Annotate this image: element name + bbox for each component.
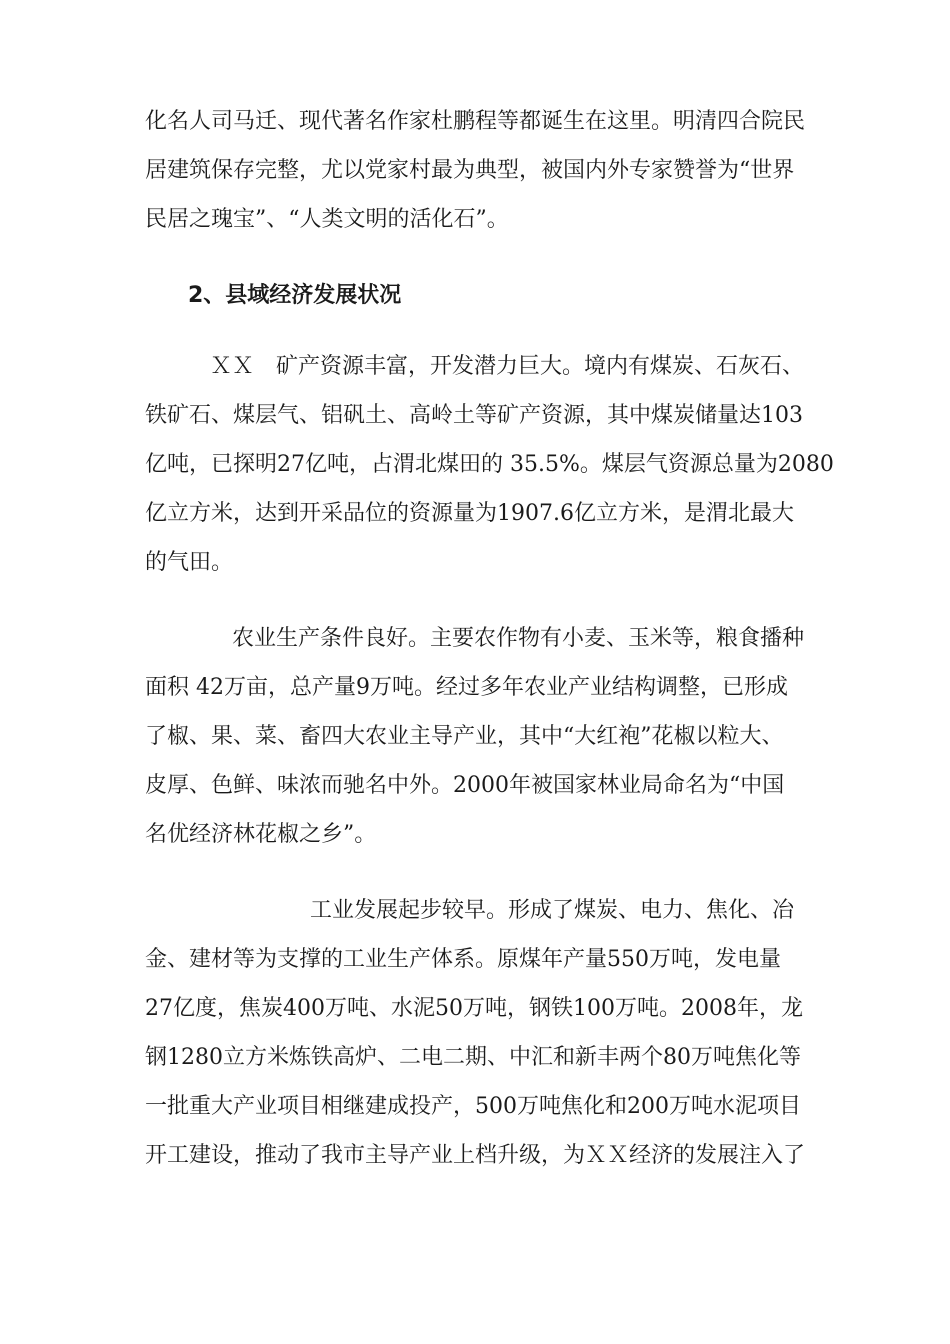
- paragraph-line: 的气田。: [145, 550, 234, 575]
- paragraph-line: 皮厚、色鲜、味浓而驰名中外。2000年被国家林业局命名为“中国: [145, 773, 785, 798]
- section-heading: 2、县域经济发展状况: [188, 283, 402, 308]
- paragraph-line: 开工建设，推动了我市主导产业上档升级，为ＸＸ经济的发展注入了: [145, 1143, 806, 1168]
- paragraph-line: 亿吨，已探明27亿吨，占渭北煤田的 35.5%。煤层气资源总量为2080: [145, 452, 834, 477]
- paragraph-line: 面积 42万亩，总产量9万吨。经过多年农业产业结构调整，已形成: [145, 675, 788, 700]
- paragraph-line: 民居之瑰宝”、“人类文明的活化石”。: [145, 207, 509, 232]
- paragraph-line: 金、建材等为支撑的工业生产体系。原煤年产量550万吨，发电量: [145, 947, 781, 972]
- paragraph-line: 钢1280立方米炼铁高炉、二电二期、中汇和新丰两个80万吨焦化等: [145, 1045, 801, 1070]
- paragraph-line: 居建筑保存完整，尤以党家村最为典型，被国内外专家赞誉为“世界: [145, 158, 795, 183]
- paragraph-line: ＸＸ 矿产资源丰富，开发潜力巨大。境内有煤炭、石灰石、: [210, 354, 805, 379]
- paragraph-line: 一批重大产业项目相继建成投产，500万吨焦化和200万吨水泥项目: [145, 1094, 801, 1119]
- paragraph-line: 铁矿石、煤层气、铝矾土、高岭土等矿产资源，其中煤炭储量达103: [145, 403, 803, 428]
- paragraph-line: 亿立方米，达到开采品位的资源量为1907.6亿立方米，是渭北最大: [145, 501, 794, 526]
- paragraph-line: 工业发展起步较早。形成了煤炭、电力、焦化、冶: [310, 898, 795, 923]
- paragraph-line: 名优经济林花椒之乡”。: [145, 822, 377, 847]
- paragraph-line: 27亿度，焦炭400万吨、水泥50万吨，钢铁100万吨。2008年，龙: [145, 996, 803, 1021]
- paragraph-line: 化名人司马迁、现代著名作家杜鹏程等都诞生在这里。明清四合院民: [145, 109, 806, 134]
- paragraph-line: 了椒、果、菜、畜四大农业主导产业，其中“大红袍”花椒以粒大、: [145, 724, 784, 749]
- paragraph-line: 农业生产条件良好。主要农作物有小麦、玉米等，粮食播种: [232, 626, 805, 651]
